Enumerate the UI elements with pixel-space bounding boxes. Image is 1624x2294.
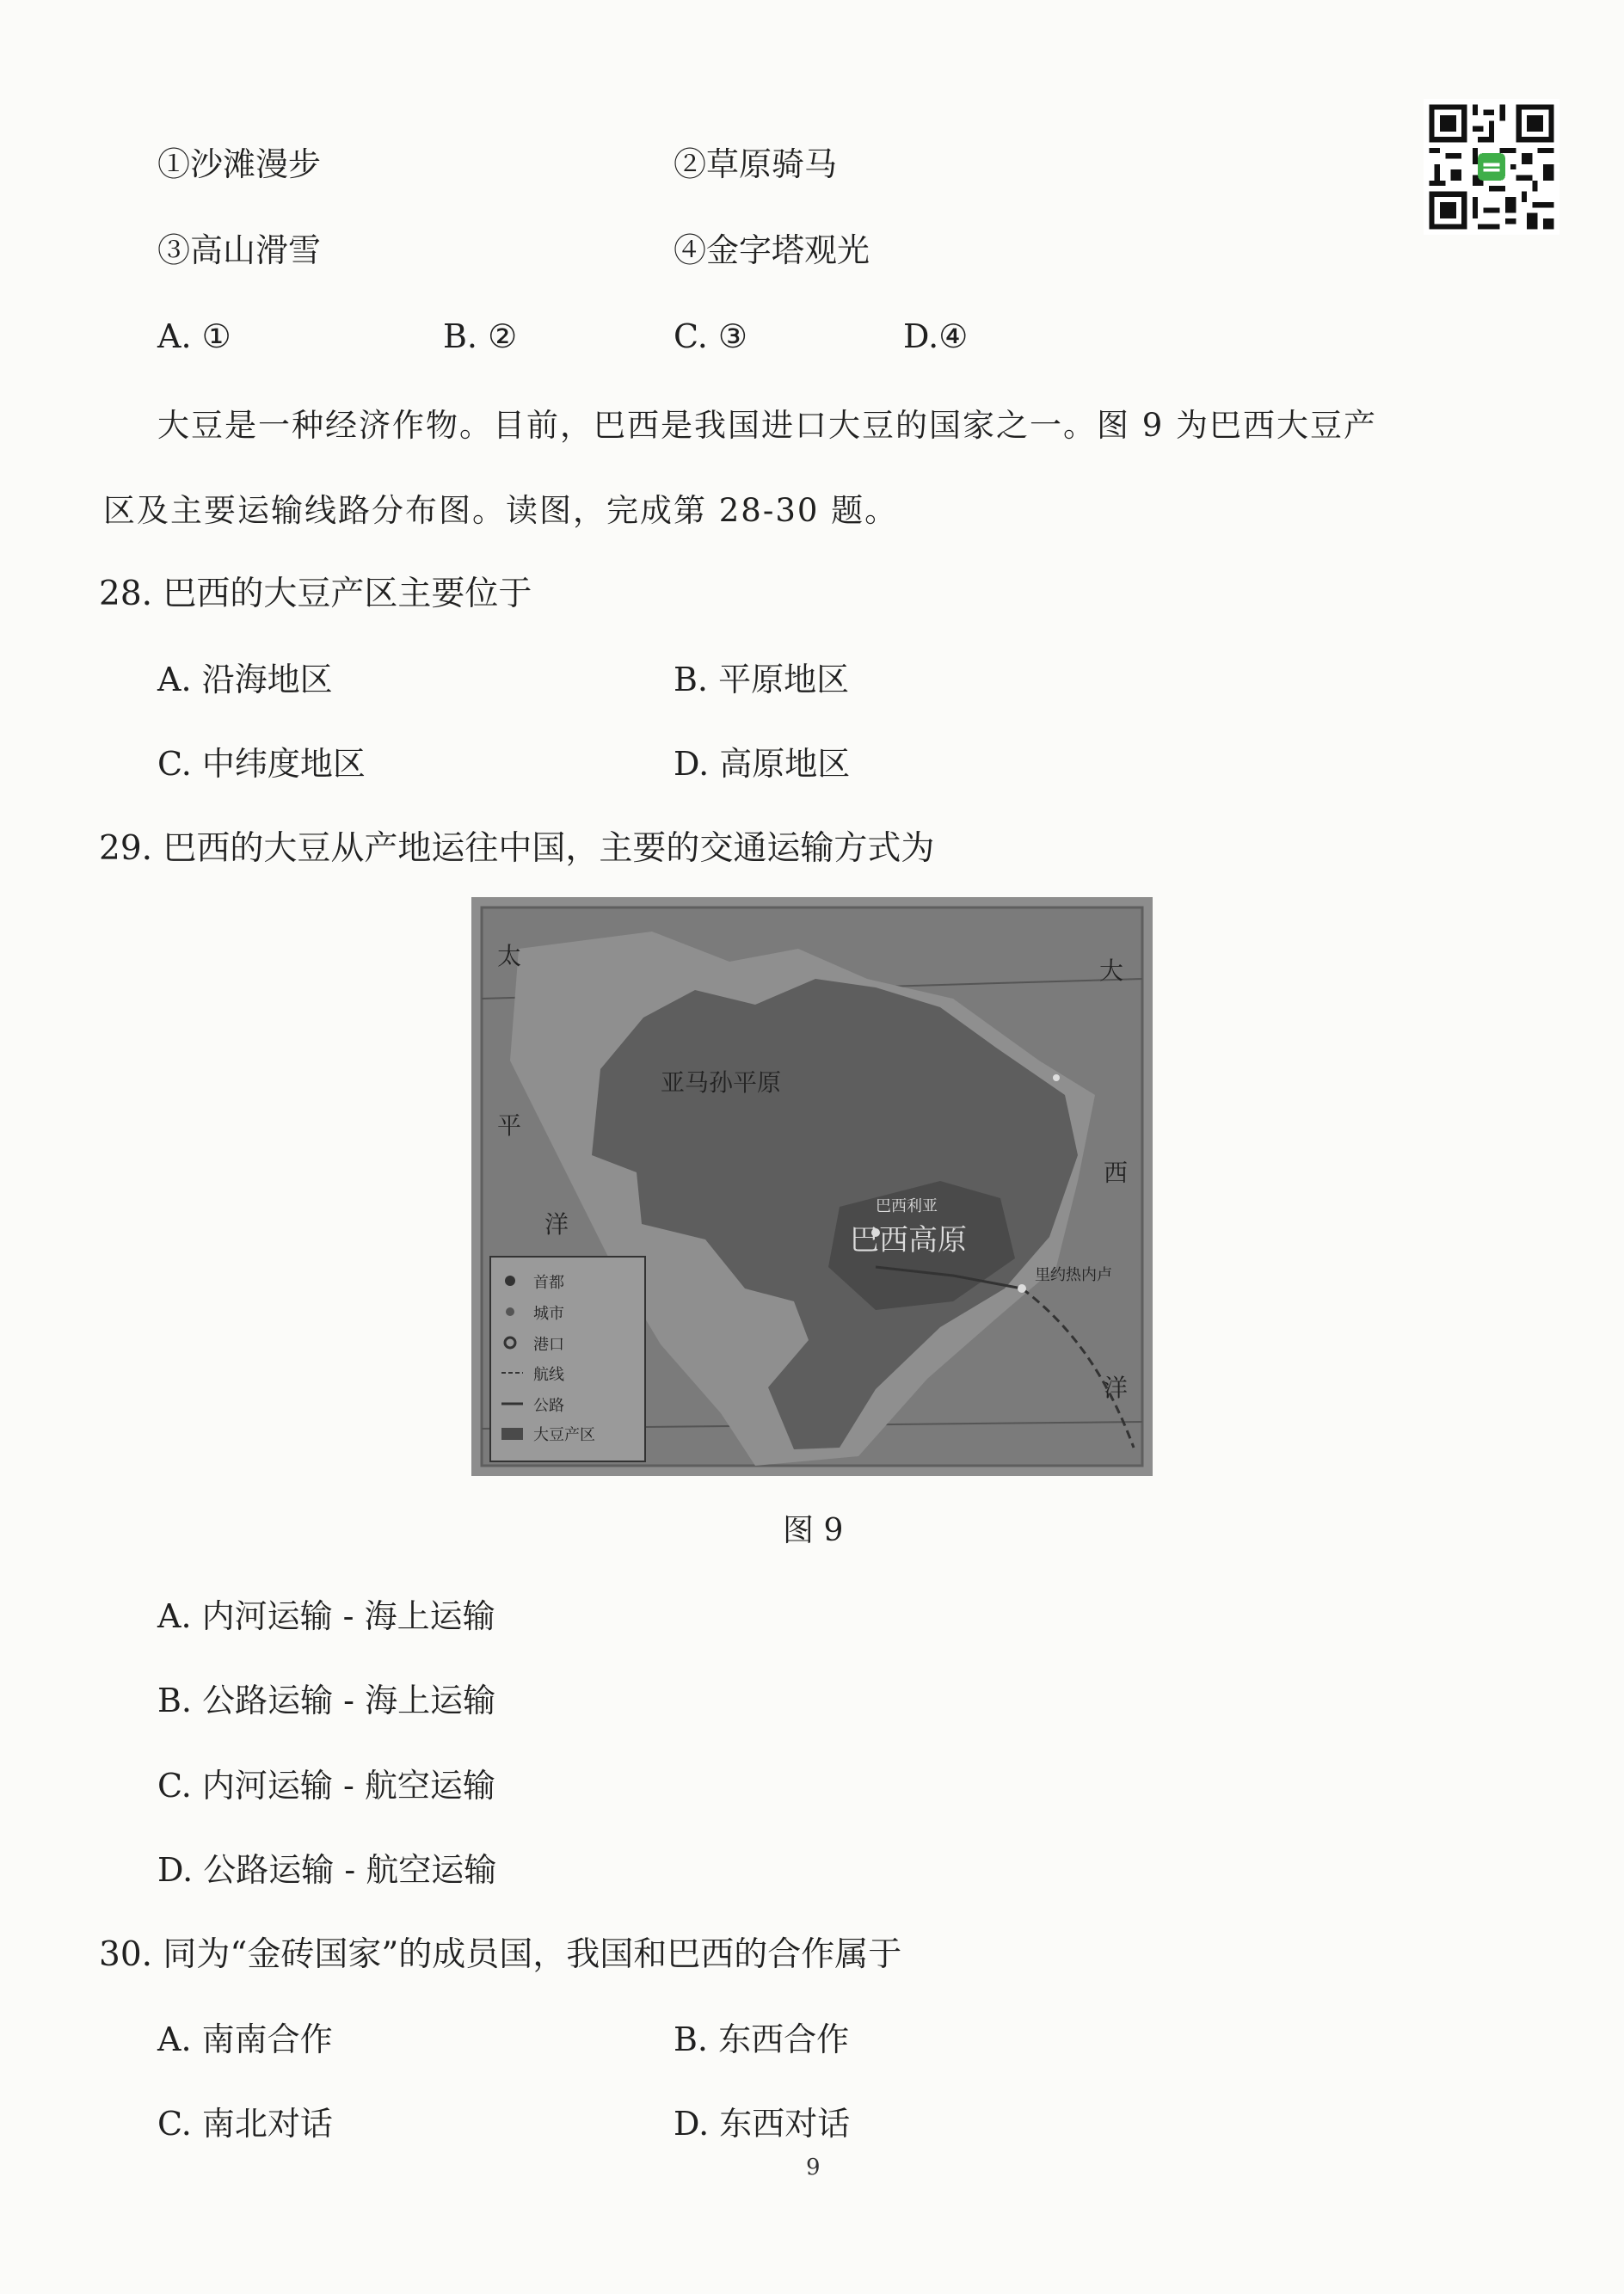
legend-city: 城市 [533, 1305, 564, 1323]
city-marker [1053, 1074, 1060, 1081]
legend-shipping: 航线 [533, 1366, 564, 1384]
q28-option-d: D. 高原地区 [674, 745, 851, 783]
intro-line-1: 大豆是一种经济作物。目前，巴西是我国进口大豆的国家之一。图 9 为巴西大豆产 [157, 407, 1378, 444]
map-label-pac-mid: 平 [497, 1111, 522, 1140]
q30-option-c: C. 南北对话 [157, 2105, 333, 2143]
legend-soybean: 大豆产区 [533, 1426, 595, 1444]
map-label-atl-top: 大 [1099, 956, 1124, 985]
q27-choice-2: ②草原骑马 [674, 145, 838, 183]
q30-option-b: B. 东西合作 [674, 2020, 850, 2058]
map-legend [490, 1257, 645, 1461]
map-label-atl-bottom: 洋 [1104, 1374, 1129, 1402]
figure-caption: 图 9 [783, 1513, 844, 1548]
q29-option-d: D. 公路运输 - 航空运输 [157, 1851, 497, 1889]
map-label-pac-top: 太 [497, 942, 522, 970]
q30-option-a: A. 南南合作 [157, 2020, 333, 2058]
q30-option-d: D. 东西对话 [674, 2105, 851, 2143]
map-label-highlands: 巴西高原 [850, 1223, 967, 1258]
q29-option-a: A. 内河运输 - 海上运输 [157, 1597, 495, 1635]
intro-line-2: 区及主要运输线路分布图。读图，完成第 28-30 题。 [103, 492, 899, 529]
q27-choice-3: ③高山滑雪 [157, 231, 322, 269]
q29-stem: 29. 巴西的大豆从产地运往中国，主要的交通运输方式为 [99, 829, 935, 868]
q29-option-b: B. 公路运输 - 海上运输 [157, 1682, 496, 1719]
q27-option-a: A. ① [157, 317, 231, 355]
q28-option-c: C. 中纬度地区 [157, 745, 366, 783]
q27-option-b: B. ② [443, 317, 518, 355]
map-label-amazon: 亚马孙平原 [661, 1068, 782, 1097]
page-number: 9 [806, 2155, 821, 2180]
legend-port: 港口 [533, 1336, 564, 1354]
legend-capital: 首都 [533, 1274, 564, 1292]
port-marker [1018, 1284, 1026, 1293]
q28-option-b: B. 平原地区 [674, 661, 850, 698]
map-label-atl-mid: 西 [1104, 1159, 1129, 1187]
map-label-pac-bottom: 洋 [544, 1210, 569, 1239]
q30-stem: 30. 同为“金砖国家”的成员国，我国和巴西的合作属于 [99, 1935, 902, 1974]
q28-stem: 28. 巴西的大豆产区主要位于 [99, 575, 532, 613]
legend-highway: 公路 [533, 1397, 564, 1415]
q27-option-c: C. ③ [674, 317, 747, 355]
q28-option-a: A. 沿海地区 [157, 661, 333, 698]
q27-choice-4: ④金字塔观光 [674, 231, 870, 269]
q29-option-c: C. 内河运输 - 航空运输 [157, 1767, 495, 1805]
q27-option-d: D.④ [903, 317, 969, 355]
qr-code [1424, 99, 1559, 235]
q27-choice-1: ①沙滩漫步 [157, 145, 322, 183]
brazil-map-figure [471, 897, 1153, 1476]
map-label-city-2: 里约热内卢 [1035, 1266, 1112, 1284]
map-label-city-1: 巴西利亚 [876, 1197, 938, 1215]
